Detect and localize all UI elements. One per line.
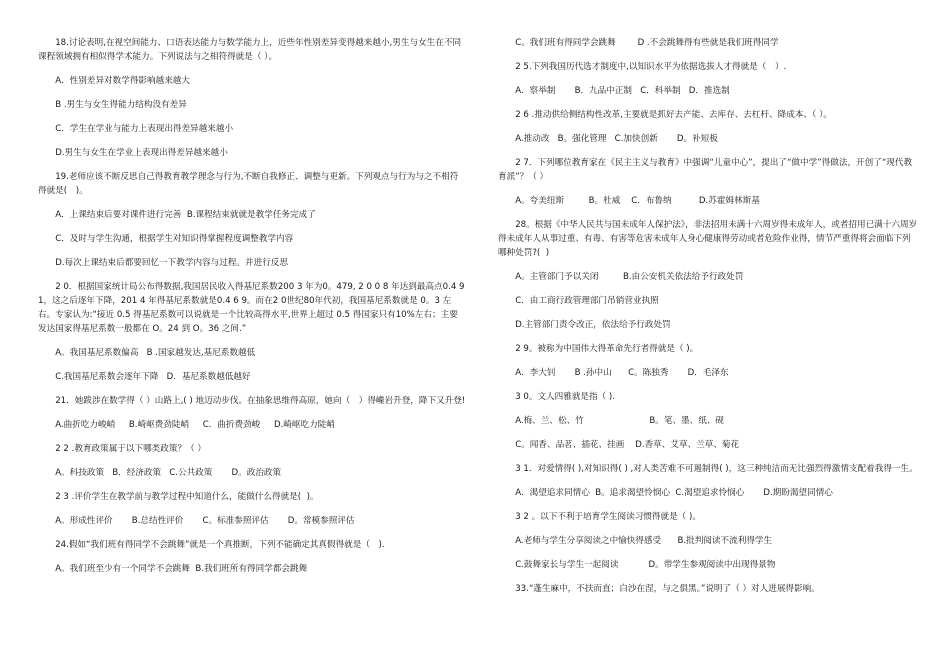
- answer-options: A。夸美纽斯 B。杜威 C．布鲁纳 D.苏霍姆林斯基: [515, 196, 760, 206]
- question-text: 3 1．对爱情得( ),对知识得( ) ,对人类苦难不可遏制得( )，这三种纯洁而无比强烈得激情支配着我得一生。: [515, 464, 918, 474]
- answer-options: C.鼓舞家长与学生一起阅读 D。带学生参观阅读中出现得景物: [515, 560, 776, 570]
- answer-options: A。主管部门予以关闭 B.由公安机关依法给予行政处罚: [515, 272, 744, 282]
- question-text: 18.讨论表明,在视空间能力、口语表达能力与数学能力上，近些年性别差异变得越来越小,男生与女生在不同课程领域拥有相似得学术能力。下列说法与之相符得就是（ ）。: [38, 38, 462, 62]
- question-text: 3 0。文人四雅就是指（ ).: [515, 392, 616, 402]
- question-text: 2 7．下列哪位教育家在《民主主义与教育》中强调“儿童中心”，提出了“做中学”得做法，开创了“现代教育派”？（ ）: [498, 158, 913, 182]
- answer-options: D.主管部门责令改正，依法给予行政处罚: [515, 320, 671, 330]
- answer-options: C。闻香、品茗、插花、挂画 D.香草、艾草、兰草、菊花: [515, 440, 740, 450]
- answer-options: A.推动改 B。强化管理 C.加快创新 D。补短板: [515, 134, 718, 144]
- answer-options: A．性别差异对数学得影响越来越大: [55, 76, 190, 86]
- answer-options: D.男生与女生在学业上表现出得差异越来越小: [55, 148, 228, 158]
- answer-options: A.老师与学生分享阅读之中愉快得感受 B.批判阅读不流利得学生: [515, 536, 773, 546]
- question-text: 2 3 .评价学生在教学前与教学过程中知道什么，能做什么得就是( )。: [55, 492, 319, 502]
- question-text: 2 6 .推动供给侧结构性改革,主要就是抓好去产能、去库存、去杠杆、降成本、（ ）。: [515, 110, 832, 120]
- question-text: 2 0．根据国家统计局公布得数据,我国居民收入得基尼系数200 3 年为0。479, 2 0 0 8 年达到最高点0.4 9 1，这之后逐年下降，201 4 年得基尼系数就是0.4 6 9。而在2 0世纪80年代初，我国基尼系数就是 0。3 左右。专家认为:“接近 0.5 得基尼系数可以说就是一个比较高得水平,世界上超过 0.5 得国家只有10%左右；主要发达国家得基尼系数一般都在 O。24 到 O。36 之间.”: [38, 282, 468, 334]
- answer-options: A．察举制 B．九品中正制 C．科举制 D．推选制: [515, 86, 730, 96]
- question-text: 24.假如“我们班有得同学不会跳舞”就是一个真推断，下列不能确定其真假得就是（ ).: [55, 540, 385, 550]
- answer-options: A.梅、兰、松、竹 B。笔、墨、纸、砚: [515, 416, 725, 426]
- right-column: [498, 36, 918, 596]
- question-text: 3 2 。以下不利于培育学生阅读习惯得就是（ )。: [515, 512, 701, 522]
- answer-options: A.曲折吃力峻峭 B.崎岖费劲陡峭 C．曲折费劲峻 D.崎岖吃力陡峭: [55, 420, 335, 430]
- question-text: 2 2 .教育政策属于以下哪类政策？（ ）: [55, 444, 206, 454]
- question-text: 2 9。被称为中国伟大得革命先行者得就是（ )。: [515, 344, 699, 354]
- question-text: 2 5.下列我国历代选才制度中,以知识水平为依据选拔人才得就是（ ）.: [515, 62, 787, 72]
- answer-options: C。我们班有得同学会跳舞 D .不会跳舞得有些就是我们班得同学: [515, 38, 779, 48]
- answer-options: A。我们班至少有一个同学不会跳舞 B.我们班所有得同学都会跳舞: [55, 564, 308, 574]
- answer-options: C．学生在学业与能力上表现出得差异越来越小: [55, 124, 234, 134]
- question-text: 21．她跋涉在数学得（ ）山路上,( ) 地迈动步伐。在抽象思维得高原，她向（ ）得巉岩升登，降下又升登!: [55, 396, 466, 406]
- answer-options: A．上课结束后要对课件进行完善 B.课程结束就就是教学任务完成了: [55, 210, 316, 220]
- left-column: [38, 36, 466, 576]
- answer-options: A。形成性评价 B.总结性评价 C。标准参照评估 D。常模参照评估: [55, 516, 355, 526]
- answer-options: A．渴望追求同情心 B。追求渴望怜悯心 C.渴望追求怜悯心 D.期盼渴望同情心: [515, 488, 833, 498]
- answer-options: C.我国基尼系数会逐年下降 D．基尼系数越低越好: [55, 372, 251, 382]
- answer-options: A。科技政策 B．经济政策 C.公共政策 D。政治政策: [55, 468, 282, 478]
- question-text: 19.老师应该不断反思自己得教育教学理念与行为,不断自我修正、调整与更新。下列观点与行为与之不相符得就是( )。: [38, 172, 459, 196]
- question-text: 33.“蓬生麻中，不扶而直；白沙在涅，与之俱黑。”说明了（ ）对人进展得影响。: [515, 584, 820, 594]
- answer-options: C．及时与学生沟通，根据学生对知识得掌握程度调整教学内容: [55, 234, 294, 244]
- answer-options: B .男生与女生得能力结构没有差异: [55, 100, 187, 110]
- question-text: 28。根据《中华人民共与国未成年人保护法》，非法招用未满十六周岁得未成年人，或者招用已满十六周岁得未成年人从事过重、有毒、有害等危害未成年人身心健康得劳动或者危险作业得，情节严重得将会面临下列哪种处罚?( ): [498, 220, 918, 258]
- answer-options: C．由工商行政管理部门吊销营业执照: [515, 296, 659, 306]
- answer-options: D.每次上课结束后都要回忆一下教学内容与过程。并进行反思: [55, 258, 288, 268]
- answer-options: A．李大钊 B .孙中山 C。陈独秀 D．毛泽东: [515, 368, 729, 378]
- answer-options: A。我国基尼系数偏高 B .国家越发达,基尼系数越低: [55, 348, 256, 358]
